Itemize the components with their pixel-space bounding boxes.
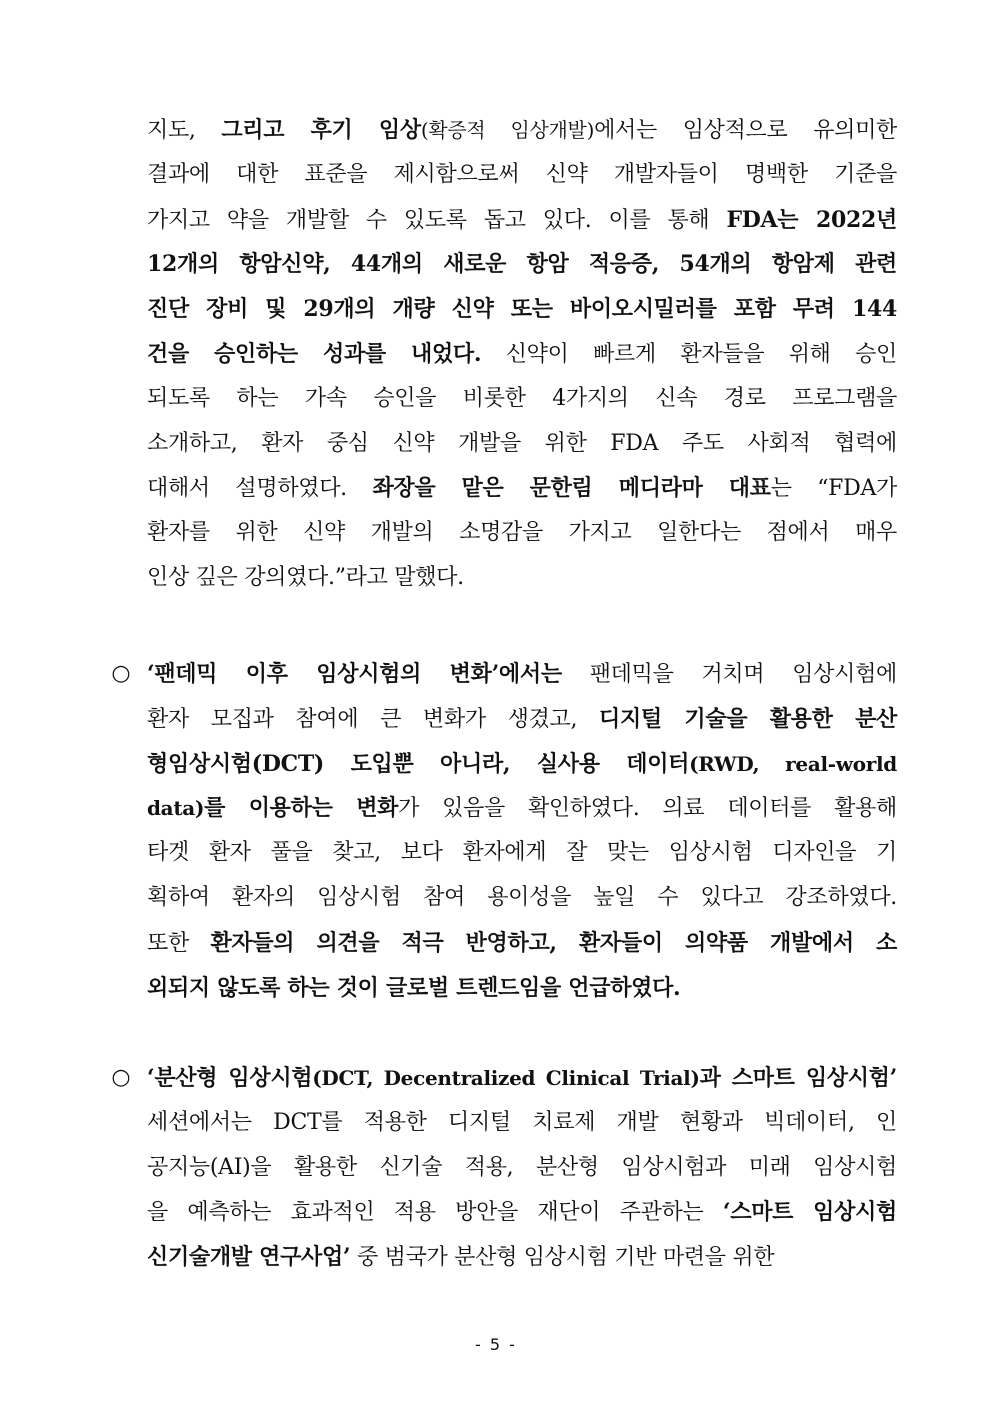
text-segment: 팬데믹을 거치며 임상시험에 — [561, 662, 897, 687]
bold-text: 과 스마트 임상시험’ — [699, 1065, 897, 1091]
text-line — [147, 1195, 897, 1229]
text-line — [147, 657, 897, 691]
text-segment: 타겟 환자 풀을 찾고, 보다 환자에게 잘 맞는 임상시험 디자인을 기 — [147, 840, 897, 866]
bold-text: 신기술개발 연구사업’ — [147, 1244, 351, 1271]
bold-text: 좌장을 맡은 문한림 메디라마 대표 — [372, 475, 771, 502]
text-segment: 환자를 위한 신약 개발의 소명감을 가지고 일한다는 점에서 매우 — [147, 520, 897, 546]
text-segment: 결과에 대한 표준을 제시함으로써 신약 개발자들이 명백한 기준을 — [147, 161, 897, 187]
bold-text: 외되지 않도록 하는 것이 글로벌 트렌드임을 언급하였다. — [147, 974, 681, 1001]
text-line — [147, 158, 897, 192]
text-line — [147, 1151, 897, 1185]
bold-text: FDA는 2022년 — [726, 206, 897, 233]
text-line — [147, 203, 897, 237]
bold-text: data) — [147, 796, 205, 821]
bold-text: ‘분산형 임상시험 — [147, 1065, 313, 1091]
text-segment: 세션에서는 DCT를 적용한 디지털 치료제 개발 현황과 빅데이터, 인 — [147, 1109, 897, 1135]
text-line — [147, 1240, 897, 1274]
bold-text: (RWD, real-world — [689, 751, 897, 776]
text-segment: 획하여 환자의 임상시험 참여 용이성을 높일 수 있다고 강조하였다. — [147, 885, 897, 910]
text-line — [147, 337, 897, 371]
text-segment: 을 예측하는 효과적인 적용 방안을 재단이 주관하는 — [147, 1200, 723, 1226]
text-segment: 가지고 약을 개발할 수 있도록 돕고 있다. 이를 통해 — [147, 207, 727, 233]
text-line — [147, 516, 897, 550]
bold-text: ‘스마트 임상시험 — [722, 1199, 897, 1226]
text-segment: 인상 깊은 강의였다.”라고 말했다. — [147, 565, 464, 590]
page-number: - 5 - — [475, 1335, 517, 1354]
text-segment: 소개하고, 환자 중심 신약 개발을 위한 FDA 주도 사회적 협력에 — [147, 430, 897, 456]
bullet-icon: ○ — [111, 661, 131, 686]
text-segment: (확증적 임상개발) — [420, 118, 595, 142]
bullet-icon: ○ — [111, 1065, 131, 1090]
bold-text: 건을 승인하는 성과를 내었다. — [147, 341, 482, 367]
text-segment: 지도, — [147, 118, 222, 143]
bold-text: ‘팬데믹 이후 임상시험의 변화’에서는 — [147, 661, 562, 687]
text-line — [147, 881, 897, 915]
text-segment: 중 범국가 분산형 임상시험 기반 마련을 위한 — [350, 1245, 775, 1271]
text-line — [147, 836, 897, 870]
text-line — [147, 791, 897, 825]
text-segment: 대해서 설명하였다. — [147, 476, 373, 502]
text-segment: 신약이 빠르게 환자들을 위해 승인 — [481, 342, 898, 367]
text-line — [147, 247, 897, 281]
bold-text: 디지털 기술을 활용한 분산 — [599, 705, 897, 732]
text-line — [147, 1061, 897, 1095]
text-line — [147, 292, 897, 326]
text-segment: 에서는 임상적으로 유의미한 — [594, 118, 898, 143]
text-line — [147, 427, 897, 461]
text-line — [147, 971, 897, 1005]
bold-text: 12개의 항암신약, 44개의 새로운 항암 적응증, 54개의 항암제 관련 — [147, 251, 897, 278]
bold-text: 환자들의 의견을 적극 반영하고, 환자들이 의약품 개발에서 소 — [210, 929, 897, 956]
text-segment: 또한 — [147, 930, 211, 956]
bold-text: 형임상시험(DCT) 도입뿐 아니라, 실사용 데이터 — [147, 750, 690, 777]
text-line — [147, 113, 897, 147]
text-line — [147, 926, 897, 960]
bold-text: 를 이용하는 변화 — [204, 795, 399, 822]
text-segment: 는 “FDA가 — [770, 476, 897, 502]
bold-text: (DCT, Decentralized Clinical Trial) — [312, 1066, 700, 1090]
text-segment: 가 있음을 확인하였다. 의료 데이터를 활용해 — [398, 796, 897, 822]
bold-text: 진단 장비 및 29개의 개량 신약 또는 바이오시밀러를 포함 무려 144 — [147, 296, 897, 323]
bold-text: 그리고 후기 임상 — [221, 117, 421, 143]
text-segment: 환자 모집과 참여에 큰 변화가 생겼고, — [147, 706, 599, 732]
text-line — [147, 471, 897, 505]
text-line — [147, 382, 897, 416]
text-line — [147, 561, 897, 595]
text-line — [147, 702, 897, 736]
text-segment: 되도록 하는 가속 승인을 비롯한 4가지의 신속 경로 프로그램을 — [147, 385, 897, 411]
text-segment: 공지능(AI)을 활용한 신기술 적용, 분산형 임상시험과 미래 임상시험 — [147, 1154, 897, 1180]
text-line — [147, 747, 897, 781]
text-line — [147, 1106, 897, 1140]
